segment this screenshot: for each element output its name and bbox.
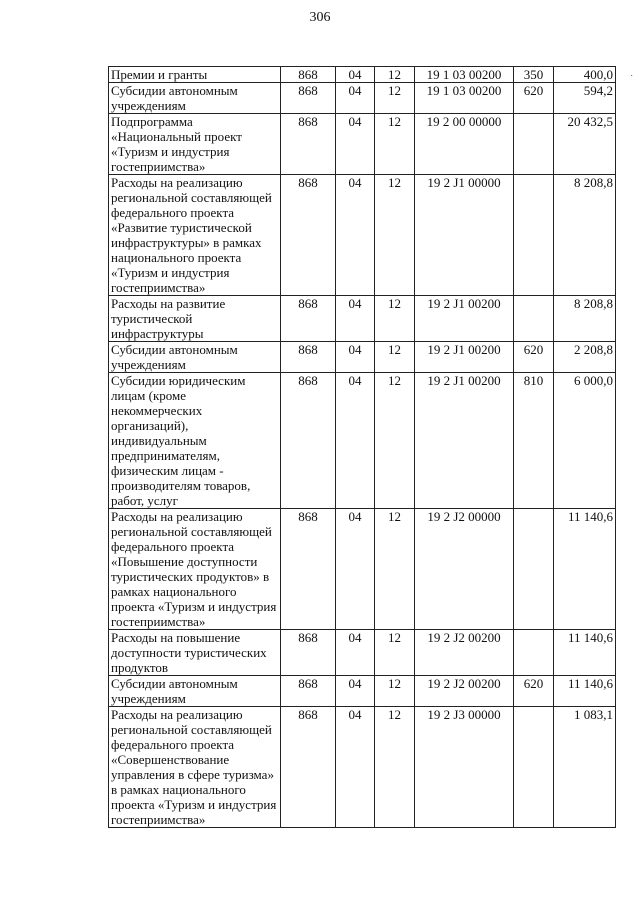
amount-cell: 1 083,1 <box>554 707 616 828</box>
subsection-code-cell: 12 <box>375 296 415 342</box>
section-code-cell: 04 <box>336 676 375 707</box>
ministry-code-cell: 868 <box>281 175 336 296</box>
ministry-code-cell: 868 <box>281 83 336 114</box>
expense-name-cell: Расходы на реализацию региональной составляющей федерального проекта «Развитие туристической инфраструктуры» в рамках национального проекта «Туризм и индустрия гостеприимства» <box>109 175 281 296</box>
section-code-cell: 04 <box>336 509 375 630</box>
subsection-code-cell: 12 <box>375 83 415 114</box>
expense-name-cell: Субсидии автономным учреждениям <box>109 83 281 114</box>
section-code-cell: 04 <box>336 175 375 296</box>
budget-table <box>108 66 616 828</box>
expense-name-cell: Премии и гранты <box>109 67 281 83</box>
ministry-code-cell: 868 <box>281 630 336 676</box>
amount-cell: 20 432,5 <box>554 114 616 175</box>
expense-name-cell: Расходы на повышение доступности туристических продуктов <box>109 630 281 676</box>
expense-type-cell <box>514 114 554 175</box>
target-article-cell: 19 2 00 00000 <box>415 114 514 175</box>
budget-table-body <box>109 67 616 828</box>
section-code-cell: 04 <box>336 67 375 83</box>
target-article-cell: 19 2 J3 00000 <box>415 707 514 828</box>
ministry-code-cell: 868 <box>281 67 336 83</box>
subsection-code-cell: 12 <box>375 342 415 373</box>
ministry-code-cell: 868 <box>281 373 336 509</box>
subsection-code-cell: 12 <box>375 630 415 676</box>
amount-cell: 6 000,0 <box>554 373 616 509</box>
ministry-code-cell: 868 <box>281 509 336 630</box>
target-article-cell: 19 2 J1 00200 <box>415 342 514 373</box>
ministry-code-cell: 868 <box>281 114 336 175</box>
expense-type-cell <box>514 707 554 828</box>
expense-type-cell <box>514 296 554 342</box>
target-article-cell: 19 2 J2 00200 <box>415 676 514 707</box>
amount-cell: 11 140,6 <box>554 630 616 676</box>
target-article-cell: 19 1 03 00200 <box>415 83 514 114</box>
expense-name-cell: Расходы на реализацию региональной составляющей федерального проекта «Совершенствование управления в сфере туризма» в рамках национального проекта «Туризм и индустрия гостеприимства» <box>109 707 281 828</box>
target-article-cell: 19 2 J2 00000 <box>415 509 514 630</box>
table-row <box>109 67 616 83</box>
amount-cell: 2 208,8 <box>554 342 616 373</box>
subsection-code-cell: 12 <box>375 707 415 828</box>
expense-name-cell: Субсидии юридическим лицам (кроме некоммерческих организаций), индивидуальным предпринимателям, физическим лицам - производителям товаров, работ, услуг <box>109 373 281 509</box>
section-code-cell: 04 <box>336 296 375 342</box>
section-code-cell: 04 <box>336 114 375 175</box>
target-article-cell: 19 2 J1 00200 <box>415 296 514 342</box>
section-code-cell: 04 <box>336 373 375 509</box>
expense-name-cell: Субсидии автономным учреждениям <box>109 342 281 373</box>
expense-name-cell: Расходы на развитие туристической инфраструктуры <box>109 296 281 342</box>
target-article-cell: 19 1 03 00200 <box>415 67 514 83</box>
subsection-code-cell: 12 <box>375 114 415 175</box>
expense-type-cell: 620 <box>514 342 554 373</box>
target-article-cell: 19 2 J1 00000 <box>415 175 514 296</box>
scan-edge-mark: ˙ <box>630 74 634 85</box>
expense-type-cell: 350 <box>514 67 554 83</box>
amount-cell: 11 140,6 <box>554 676 616 707</box>
table-row <box>109 630 616 676</box>
expense-type-cell: 810 <box>514 373 554 509</box>
section-code-cell: 04 <box>336 707 375 828</box>
ministry-code-cell: 868 <box>281 296 336 342</box>
ministry-code-cell: 868 <box>281 342 336 373</box>
expense-type-cell <box>514 630 554 676</box>
table-row <box>109 83 616 114</box>
table-row <box>109 676 616 707</box>
subsection-code-cell: 12 <box>375 373 415 509</box>
amount-cell: 8 208,8 <box>554 296 616 342</box>
section-code-cell: 04 <box>336 342 375 373</box>
subsection-code-cell: 12 <box>375 676 415 707</box>
table-row <box>109 175 616 296</box>
table-row <box>109 509 616 630</box>
amount-cell: 11 140,6 <box>554 509 616 630</box>
table-row <box>109 373 616 509</box>
table-row <box>109 707 616 828</box>
expense-name-cell: Расходы на реализацию региональной составляющей федерального проекта «Повышение доступности туристических продуктов» в рамках национального проекта «Туризм и индустрия гостеприимства» <box>109 509 281 630</box>
section-code-cell: 04 <box>336 83 375 114</box>
subsection-code-cell: 12 <box>375 67 415 83</box>
table-row <box>109 342 616 373</box>
subsection-code-cell: 12 <box>375 509 415 630</box>
expense-type-cell <box>514 175 554 296</box>
page-number: 306 <box>309 10 331 25</box>
expense-type-cell <box>514 509 554 630</box>
expense-type-cell: 620 <box>514 83 554 114</box>
section-code-cell: 04 <box>336 630 375 676</box>
amount-cell: 594,2 <box>554 83 616 114</box>
subsection-code-cell: 12 <box>375 175 415 296</box>
ministry-code-cell: 868 <box>281 676 336 707</box>
expense-name-cell: Субсидии автономным учреждениям <box>109 676 281 707</box>
amount-cell: 8 208,8 <box>554 175 616 296</box>
target-article-cell: 19 2 J1 00200 <box>415 373 514 509</box>
expense-name-cell: Подпрограмма «Национальный проект «Туризм и индустрия гостеприимства» <box>109 114 281 175</box>
ministry-code-cell: 868 <box>281 707 336 828</box>
target-article-cell: 19 2 J2 00200 <box>415 630 514 676</box>
table-row <box>109 114 616 175</box>
amount-cell: 400,0 <box>554 67 616 83</box>
table-row <box>109 296 616 342</box>
expense-type-cell: 620 <box>514 676 554 707</box>
